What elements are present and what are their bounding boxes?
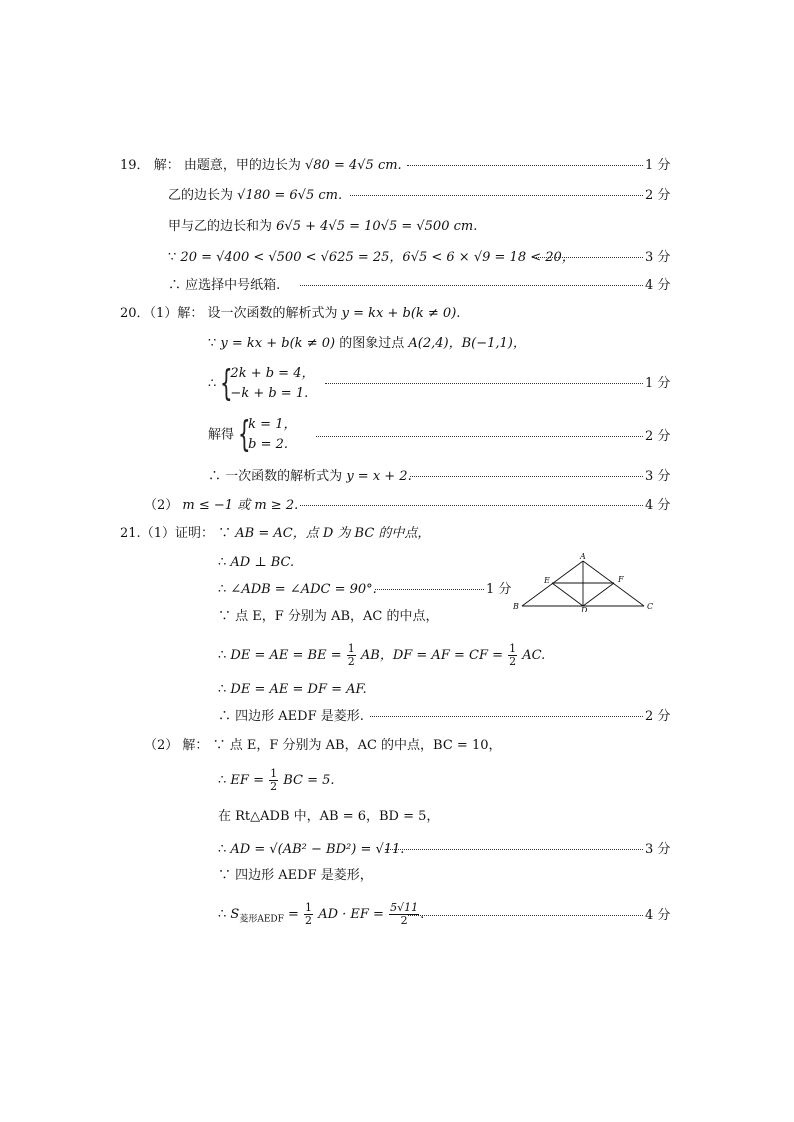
because-symbol: ∵ [218,526,232,541]
left-brace-icon: { [220,363,234,404]
q19-line3 [168,218,477,236]
q21-line5 [218,643,545,669]
q19-l3-text: 甲与乙的边长和为 [168,219,273,234]
segment-fd [583,583,614,606]
because-symbol: ∵ [212,738,226,753]
therefore-symbol: ∴ [218,709,232,724]
q19-l1-math: √80 = 4√5 cm. [305,158,402,173]
therefore-symbol: ∴ [208,469,222,484]
q21-part2-line5 [218,867,373,885]
q20-p2-math: m ≤ −1 或 m ≥ 2. [182,498,299,513]
q20-line1 [120,305,460,323]
q21-m5-text: 四边形 AEDF 是菱形， [235,868,373,883]
fraction-result: $\frac{5√11}{2}$ [390,901,419,927]
q20-line3 [208,364,314,404]
system2-eq1: k = 1， [248,417,297,432]
q20-l2-points: A(2,4)，B(−1,1)， [408,336,526,351]
q21-proof-label: 证明： [174,526,214,541]
q21-score-1: 1 分 [486,582,512,597]
q21-part2-line6: ∴ $S_{菱形AEDF}$ = $\frac{1}{2}$ AD · EF = $\frac{5√11}{2}$ . [218,901,425,927]
q19-l4-math: 20 = √400 < √500 < √625 = 25，6√5 < 6 × √9 = 18 < 20， [180,250,575,265]
q20-l4-text: 解得 [208,427,235,443]
leader-dots [350,195,643,196]
therefore-symbol: ∴ [168,278,182,293]
q21-l3-math: ∠ADB = ∠ADC = 90°. [230,582,377,597]
because-symbol: ∵ [208,336,217,351]
label-b: B [513,602,519,611]
q20-number: 20． [120,306,150,321]
fraction-half: $\frac{1}{2}$ [270,767,278,793]
q19-line1 [120,157,402,175]
q21-m1-text: 点 E，F 分别为 AB，AC 的中点，BC = 10， [229,738,502,753]
therefore-symbol: ∴ [208,376,217,392]
q20-l5-text: 一次函数的解析式为 [225,469,343,484]
q20-score-4: 4 分 [645,498,671,513]
q20-score-1: 1 分 [645,376,671,391]
leader-dots [300,505,643,506]
left-brace-icon: { [238,414,251,455]
q21-l5-part-a: DE = AE = BE = [230,648,342,663]
q19-l1-text: 由题意，甲的边长为 [183,158,301,173]
leader-dots [532,257,643,258]
q20-l1-math: y = kx + b(k ≠ 0). [341,306,461,321]
leader-dots [385,849,643,850]
q20-solution-label: 解： [177,306,204,321]
q20-part2 [144,497,298,515]
q20-score-3: 3 分 [645,469,671,484]
q19-line4 [168,249,575,267]
therefore-symbol: ∴ [218,907,227,922]
q19-number: 19． [120,158,150,173]
q21-l1-math: AB = AC，点 D 为 BC 的中点， [235,526,431,541]
q20-l2-text: 的图象过点 [339,336,405,351]
fraction-half: $\frac{1}{2}$ [305,901,313,927]
q21-l5-part-b: AB，DF = AF = CF = [360,648,503,663]
because-symbol: ∵ [218,868,232,883]
leader-dots [410,476,643,477]
q21-l6-math: DE = AE = DF = AF. [230,682,367,697]
q21-m3-text: 在 Rt△ADB 中，AB = 6，BD = 5， [218,809,440,824]
q20-l1-text: 设一次函数的解析式为 [207,306,338,321]
q21-l5-part-c: AC. [522,648,546,663]
because-symbol: ∵ [218,609,232,624]
q21-line6 [218,681,367,699]
label-d: D [581,606,588,612]
q19-line2 [168,187,342,205]
equation-system-2 [238,415,296,455]
label-a: A [580,552,586,561]
therefore-symbol: ∴ [218,555,227,570]
q20-part2-label: （2） [144,498,179,513]
q20-line5 [208,468,412,486]
q21-line7 [218,708,364,726]
q19-score-3: 3 分 [645,250,671,265]
q21-score-2: 2 分 [645,709,671,724]
triangle-figure [508,550,658,612]
q20-line2 [208,335,526,353]
q21-m6-mid: AD · EF = [318,907,384,922]
q21-part2-line3 [218,808,439,826]
area-symbol: S [230,907,240,922]
q21-l4-text: 点 E，F 分别为 AB，AC 的中点， [235,609,439,624]
q21-l7-text: 四边形 AEDF 是菱形. [235,709,364,724]
label-f: F [618,575,624,584]
q19-l2-math: √180 = 6√5 cm. [237,188,343,203]
system1-eq1: 2k + b = 4， [230,366,315,381]
leader-dots [370,716,643,717]
segment-ed [552,583,583,606]
q19-l3-math: 6√5 + 4√5 = 10√5 = √500 cm. [276,219,478,234]
q21-part2-line2 [218,768,335,794]
q21-part2-label: （2） [144,738,179,753]
therefore-symbol: ∴ [218,682,227,697]
q21-line1 [120,525,430,543]
fraction-half: $\frac{1}{2}$ [509,642,517,668]
q19-l2-text: 乙的边长为 [168,188,234,203]
leader-dots [316,436,643,437]
q21-m2-part-a: EF = [230,773,264,788]
label-c: C [647,602,654,611]
q19-solution-label: 解： [153,158,180,173]
q19-score-4: 4 分 [645,278,671,293]
q21-part2-line1 [144,737,502,755]
q19-score-2: 2 分 [645,188,671,203]
system2-eq2: b = 2. [248,437,289,452]
q20-l2-math: y = kx + b(k ≠ 0) [220,336,336,351]
area-subscript: 菱形AEDF [239,914,284,925]
q21-score-3: 3 分 [645,842,671,857]
leader-dots [407,165,643,166]
q21-line3 [218,581,377,599]
system1-eq2: −k + b = 1. [230,386,309,401]
q21-l2-math: AD ⊥ BC. [230,555,295,570]
equation-system-1 [220,364,314,404]
q21-line4 [218,608,438,626]
fraction-half: $\frac{1}{2}$ [347,642,355,668]
q21-number: 21. [120,526,141,541]
q19-l5-text: 应选择中号纸箱. [185,278,281,293]
q19-line5 [168,277,280,295]
therefore-symbol: ∴ [218,773,227,788]
leader-dots [300,285,643,286]
q21-part1-label: （1） [140,526,175,541]
q21-line2 [218,554,294,572]
leader-dots [325,383,643,384]
therefore-symbol: ∴ [218,842,227,857]
q21-m2-part-b: BC = 5. [283,773,335,788]
q20-line4 [208,415,296,455]
q21-part2-line4 [218,841,404,859]
q21-m4-math: AD = √(AB² − BD²) = √11. [230,842,405,857]
q20-score-2: 2 分 [645,429,671,444]
therefore-symbol: ∴ [218,648,227,663]
q20-part1-label: （1） [149,306,178,321]
q19-score-1: 1 分 [645,158,671,173]
therefore-symbol: ∴ [218,582,227,597]
label-e: E [544,576,550,585]
because-symbol: ∵ [168,250,177,265]
leader-dots [375,589,484,590]
q20-l5-math: y = x + 2. [346,469,412,484]
q21-solution-label: 解： [182,738,209,753]
q21-score-4: 4 分 [645,908,671,923]
leader-dots [408,915,643,916]
